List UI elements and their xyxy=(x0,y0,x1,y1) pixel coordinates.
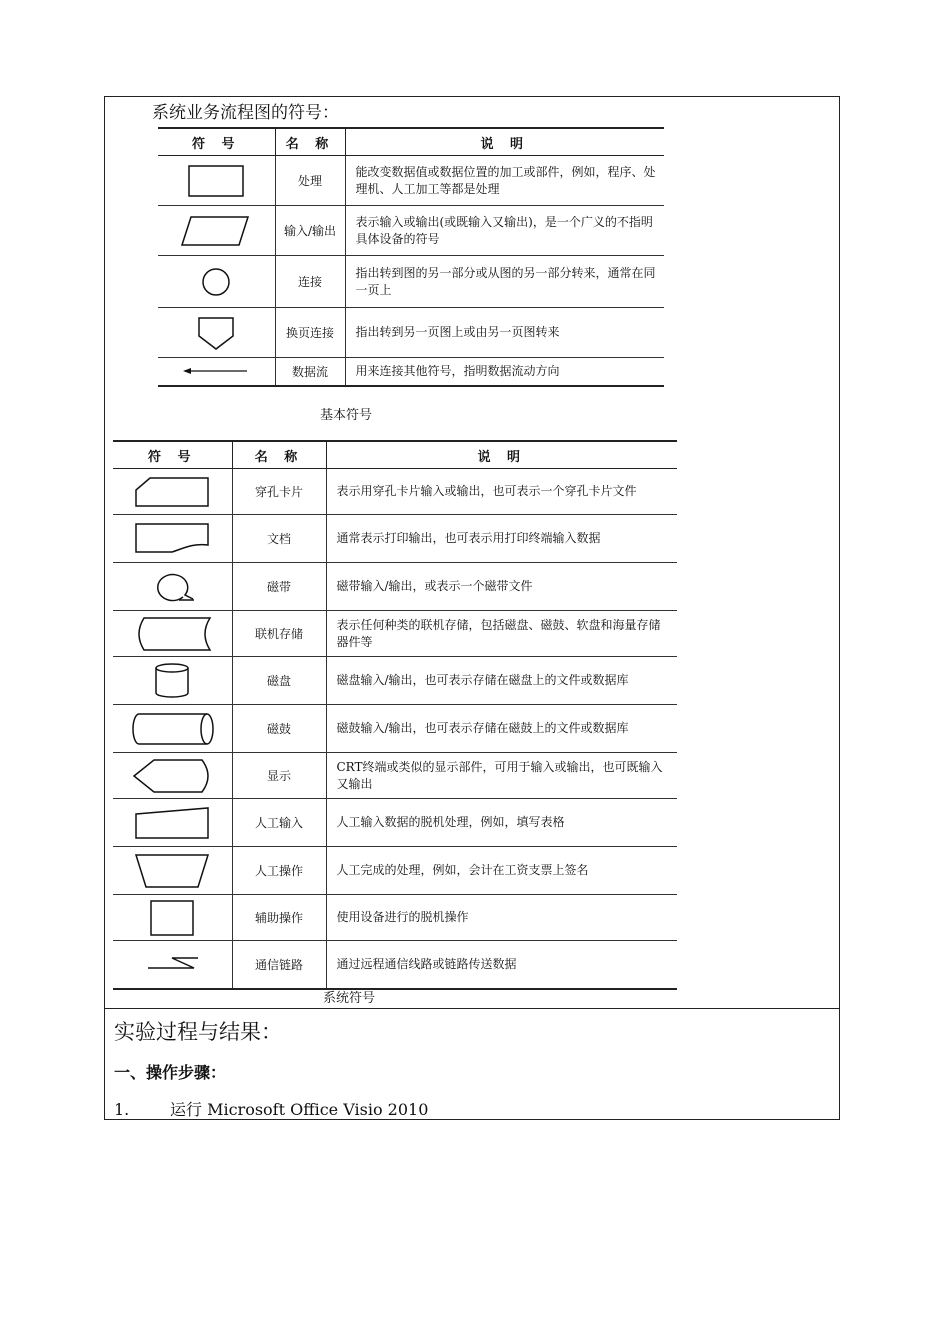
system-symbols-table xyxy=(113,440,677,990)
header-desc: 说 明 xyxy=(345,128,664,156)
table-cell-name: 连接 xyxy=(275,256,345,308)
table-cell-desc: 磁鼓输入/输出，也可表示存储在磁鼓上的文件或数据库 xyxy=(326,705,677,753)
table-cell-desc: 指出转到另一页图上或由另一页图转来 xyxy=(345,308,664,358)
table-cell-desc: 通过远程通信线路或链路传送数据 xyxy=(326,941,677,989)
header-name: 名 称 xyxy=(275,128,345,156)
table-cell-name: 输入/输出 xyxy=(275,206,345,256)
table-cell-desc: 通常表示打印输出，也可表示用打印终端输入数据 xyxy=(326,515,677,563)
table-cell-name: 人工操作 xyxy=(232,847,326,895)
table-cell-desc: 用来连接其他符号，指明数据流动方向 xyxy=(345,358,664,386)
table-cell-desc: 表示输入或输出(或既输入又输出)，是一个广义的不指明具体设备的符号 xyxy=(345,206,664,256)
table-cell-name: 磁带 xyxy=(232,563,326,611)
table-cell-desc: 指出转到图的另一部分或从图的另一部分转来，通常在同一页上 xyxy=(345,256,664,308)
step-number: 1. xyxy=(114,1100,130,1119)
table-cell-name: 文档 xyxy=(232,515,326,563)
parallelogram-icon xyxy=(158,206,275,256)
table-cell-desc: 使用设备进行的脱机操作 xyxy=(326,895,677,941)
communication-link-icon xyxy=(113,941,232,989)
online-storage-icon xyxy=(113,611,232,657)
circle-icon xyxy=(158,256,275,308)
table-cell-name: 数据流 xyxy=(275,358,345,386)
table-cell-desc: 能改变数据值或数据位置的加工或部件，例如，程序、处理机、人工加工等都是处理 xyxy=(345,156,664,206)
table-cell-name: 换页连接 xyxy=(275,308,345,358)
table-cell-desc: 人工输入数据的脱机处理，例如，填写表格 xyxy=(326,799,677,847)
header-symbol: 符 号 xyxy=(158,128,275,156)
table-cell-name: 磁盘 xyxy=(232,657,326,705)
header-name: 名 称 xyxy=(232,441,326,469)
system-symbols-caption: 系统符号 xyxy=(323,991,376,1006)
step-text: 运行 Microsoft Office Visio 2010 xyxy=(170,1100,429,1119)
document-icon xyxy=(113,515,232,563)
table-cell-name: 辅助操作 xyxy=(232,895,326,941)
table-cell-desc: 表示任何种类的联机存储，包括磁盘、磁鼓、软盘和海量存储器件等 xyxy=(326,611,677,657)
table-cell-name: 人工输入 xyxy=(232,799,326,847)
rectangle-icon xyxy=(158,156,275,206)
table-cell-desc: 人工完成的处理，例如，会计在工资支票上签名 xyxy=(326,847,677,895)
table-cell-name: 处理 xyxy=(275,156,345,206)
table-cell-name: 联机存储 xyxy=(232,611,326,657)
table-cell-name: 通信链路 xyxy=(232,941,326,989)
basic-symbols-table xyxy=(158,127,664,387)
auxiliary-operation-icon xyxy=(113,895,232,941)
header-desc: 说 明 xyxy=(326,441,677,469)
table-cell-desc: 磁盘输入/输出，也可表示存储在磁盘上的文件或数据库 xyxy=(326,657,677,705)
magnetic-tape-icon xyxy=(113,563,232,611)
step-heading: 一、操作步骤： xyxy=(114,1063,227,1082)
drum-icon xyxy=(113,705,232,753)
punch-card-icon xyxy=(113,469,232,515)
manual-operation-icon xyxy=(113,847,232,895)
arrow-left-icon xyxy=(158,358,275,386)
header-symbol: 符 号 xyxy=(113,441,232,469)
display-icon xyxy=(113,753,232,799)
table-cell-desc: 磁带输入/输出，或表示一个磁带文件 xyxy=(326,563,677,611)
table-cell-name: 磁鼓 xyxy=(232,705,326,753)
table-cell-desc: CRT终端或类似的显示部件，可用于输入或输出，也可既输入又输出 xyxy=(326,753,677,799)
table-cell-name: 穿孔卡片 xyxy=(232,469,326,515)
section-title: 实验过程与结果： xyxy=(114,1020,282,1044)
section-divider xyxy=(104,1008,840,1009)
basic-symbols-caption: 基本符号 xyxy=(320,408,373,423)
table-cell-desc: 表示用穿孔卡片输入或输出，也可表示一个穿孔卡片文件 xyxy=(326,469,677,515)
list-item xyxy=(114,1097,428,1120)
disk-icon xyxy=(113,657,232,705)
pentagon-icon xyxy=(158,308,275,358)
intro-text: 系统业务流程图的符号： xyxy=(152,103,339,123)
manual-input-icon xyxy=(113,799,232,847)
table-cell-name: 显示 xyxy=(232,753,326,799)
